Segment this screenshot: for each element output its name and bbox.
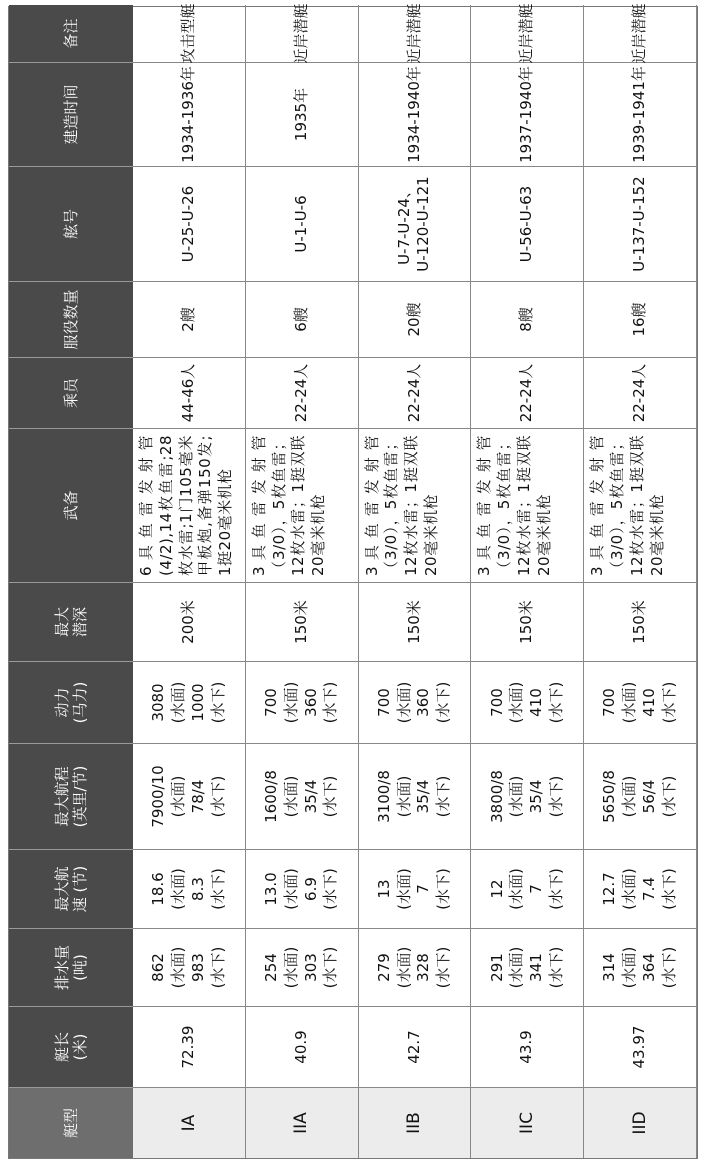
header-crew [9, 357, 133, 428]
range-value: 3800/8 [487, 770, 506, 823]
power-value: 700 [600, 688, 619, 717]
cell-armament [133, 428, 246, 582]
cell-length [359, 1006, 472, 1087]
cell-length [471, 1006, 584, 1087]
cell-remark [471, 5, 584, 62]
cell-crew [471, 357, 584, 428]
cell-displacement [133, 928, 246, 1006]
crew-value: 22-24人 [404, 363, 423, 423]
header-text: 排水量 [53, 945, 71, 991]
cell-range [471, 743, 584, 849]
cell-speed [471, 849, 584, 928]
power-value: (水面) [394, 681, 413, 724]
power-value: (水下) [547, 681, 566, 724]
cell-type [471, 1087, 584, 1158]
cell-count [471, 281, 584, 357]
power-value: (水下) [659, 681, 678, 724]
speed-value: (水下) [547, 868, 566, 910]
cell-range [584, 743, 697, 849]
cell-displacement [584, 928, 697, 1006]
header-text: 建造时间 [62, 84, 80, 145]
cell-count [359, 281, 472, 357]
cell-power [359, 661, 472, 743]
count-value: 2艘 [179, 307, 197, 332]
crew-value: 22-24人 [517, 363, 536, 423]
cell-type [246, 1087, 359, 1158]
type-value: IID [629, 1111, 650, 1135]
header-text: (吨) [71, 954, 89, 981]
range-value: (水下) [321, 775, 340, 818]
displacement-value: (水面) [620, 946, 639, 989]
cell-range [246, 743, 359, 849]
header-speed [9, 849, 133, 928]
displacement-value: 303 [301, 953, 320, 982]
header-text: 最大 [53, 607, 71, 638]
header-text: 武备 [62, 490, 80, 521]
range-value: 78/4 [188, 779, 207, 814]
cell-power [584, 661, 697, 743]
range-value: (水下) [659, 775, 678, 818]
range-value: (水面) [507, 775, 526, 818]
range-value: 7900/10 [149, 765, 168, 828]
speed-value: 12.7 [600, 872, 619, 906]
submarine-spec-table [8, 3, 698, 1159]
header-text: 乘员 [62, 378, 80, 409]
armament-text: 3 具 鱼 雷 发 射 管 （3/0），5枚鱼雷；12枚水雷；1挺双联20毫米机枪 [362, 435, 440, 576]
hull-value: U-137-U-152 [630, 176, 649, 272]
speed-value: 13.0 [262, 872, 281, 906]
power-value: (水面) [620, 681, 639, 724]
cell-remark [584, 5, 697, 62]
range-value: 1600/8 [262, 770, 281, 823]
header-displacement [9, 928, 133, 1006]
cell-built [133, 62, 246, 166]
header-text: 最大航程 [53, 766, 71, 827]
header-row [9, 7, 133, 1158]
range-value: (水面) [394, 775, 413, 818]
cell-depth [246, 582, 359, 661]
header-text: (英里/节) [71, 765, 89, 828]
range-value: (水下) [547, 775, 566, 818]
range-value: 35/4 [301, 779, 320, 814]
header-text: 艇型 [62, 1108, 80, 1139]
range-value: 35/4 [527, 779, 546, 814]
cell-count [246, 281, 359, 357]
length-value: 40.9 [291, 1030, 310, 1064]
range-value: (水下) [434, 775, 453, 818]
cell-speed [133, 849, 246, 928]
speed-value: (水面) [507, 868, 526, 910]
remark-value: 近岸潜艇 [517, 3, 536, 64]
speed-value: (水下) [208, 868, 227, 910]
cell-built [471, 62, 584, 166]
displacement-value: 364 [640, 953, 659, 982]
power-value: (水下) [321, 681, 340, 724]
length-value: 43.97 [630, 1025, 649, 1069]
built-value: 1937-1940年 [517, 66, 536, 163]
crew-value: 44-46人 [179, 363, 197, 423]
displacement-value: 983 [188, 953, 207, 982]
cell-type [133, 1087, 246, 1158]
built-value: 1934-1936年 [179, 66, 197, 163]
range-value: 56/4 [640, 779, 659, 814]
cell-crew [359, 357, 472, 428]
header-built [9, 62, 133, 166]
displacement-value: (水面) [169, 946, 188, 989]
hull-value: U-120-U-121 [414, 176, 433, 272]
power-value: 1000 [188, 683, 207, 722]
cell-range [359, 743, 472, 849]
cell-length [133, 1006, 246, 1087]
cell-type [584, 1087, 697, 1158]
header-text: 速 (节) [71, 865, 89, 913]
range-value: 35/4 [414, 779, 433, 814]
cell-hull [471, 166, 584, 281]
cell-speed [584, 849, 697, 928]
range-value: 3100/8 [374, 770, 393, 823]
cell-armament [359, 428, 472, 582]
header-text: 备注 [62, 18, 80, 49]
speed-value: 7 [527, 884, 546, 894]
speed-value: (水面) [394, 868, 413, 910]
cell-built [584, 62, 697, 166]
power-value: 700 [262, 688, 281, 717]
cell-built [359, 62, 472, 166]
displacement-value: 341 [527, 953, 546, 982]
cell-type [359, 1087, 472, 1158]
header-text: 最大航 [53, 866, 71, 912]
cell-power [471, 661, 584, 743]
speed-value: (水面) [281, 868, 300, 910]
cell-depth [584, 582, 697, 661]
header-armament [9, 428, 133, 582]
displacement-value: (水下) [434, 946, 453, 989]
armament-text: 3 具 鱼 雷 发 射 管 （3/0），5枚鱼雷；12枚水雷；1挺双联20毫米机枪 [588, 435, 666, 576]
cell-crew [246, 357, 359, 428]
displacement-value: (水面) [394, 946, 413, 989]
range-value: (水面) [620, 775, 639, 818]
cell-speed [359, 849, 472, 928]
type-value: IIC [517, 1112, 538, 1134]
power-value: 700 [374, 688, 393, 717]
cell-power [246, 661, 359, 743]
power-value: 410 [640, 688, 659, 717]
power-value: (水面) [507, 681, 526, 724]
header-text: (米) [71, 1033, 89, 1061]
table-row [133, 3, 246, 1158]
header-depth [9, 582, 133, 661]
header-text: (马力) [71, 681, 89, 724]
power-value: 700 [487, 688, 506, 717]
depth-value: 150米 [291, 600, 310, 644]
displacement-value: 328 [414, 953, 433, 982]
remark-value: 近岸潜艇 [404, 3, 423, 64]
count-value: 6艘 [291, 307, 310, 332]
cell-hull [359, 166, 472, 281]
speed-value: 12 [487, 879, 506, 899]
cell-armament [246, 428, 359, 582]
cell-depth [471, 582, 584, 661]
power-value: (水下) [208, 681, 227, 724]
cell-crew [133, 357, 246, 428]
header-type [9, 1087, 133, 1158]
displacement-value: (水面) [281, 946, 300, 989]
header-range [9, 743, 133, 849]
armament-text: 6 具 鱼 雷 发 射 管 (4/2),14枚鱼雷;28枚水雷;1门105毫米甲板炮,备弹150发;1挺20毫米机枪 [137, 435, 235, 576]
speed-value: (水面) [620, 868, 639, 910]
cell-armament [584, 428, 697, 582]
depth-value: 200米 [179, 600, 197, 644]
cell-length [246, 1006, 359, 1087]
count-value: 16艘 [630, 302, 649, 337]
cell-count [133, 281, 246, 357]
header-text: 服役数量 [62, 289, 80, 350]
header-count [9, 281, 133, 357]
speed-value: 8.3 [188, 877, 207, 901]
displacement-value: (水下) [321, 946, 340, 989]
table-row [584, 3, 697, 1158]
speed-value: 6.9 [301, 877, 320, 901]
range-value: 5650/8 [600, 770, 619, 823]
length-value: 43.9 [517, 1030, 536, 1064]
hull-value: U-7-U-24、 [394, 183, 413, 265]
cell-displacement [359, 928, 472, 1006]
speed-value: 7.4 [640, 877, 659, 901]
power-value: (水下) [434, 681, 453, 724]
speed-value: (水下) [659, 868, 678, 910]
header-text: 动力 [53, 687, 71, 718]
cell-count [584, 281, 697, 357]
displacement-value: 254 [262, 953, 281, 982]
cell-displacement [471, 928, 584, 1006]
speed-value: 7 [414, 884, 433, 894]
power-value: 360 [414, 688, 433, 717]
cell-crew [584, 357, 697, 428]
cell-hull [246, 166, 359, 281]
type-value: IIA [291, 1112, 312, 1134]
header-hull [9, 166, 133, 281]
power-value: 360 [301, 688, 320, 717]
power-value: 3080 [149, 683, 168, 722]
cell-built [246, 62, 359, 166]
remark-value: 攻击型艇 [179, 3, 197, 64]
built-value: 1939-1941年 [630, 66, 649, 163]
length-value: 72.39 [179, 1025, 197, 1069]
range-value: (水面) [281, 775, 300, 818]
cell-depth [133, 582, 246, 661]
displacement-value: 862 [149, 953, 168, 982]
speed-value: (水面) [169, 868, 188, 910]
cell-hull [133, 166, 246, 281]
speed-value: (水下) [434, 868, 453, 910]
cell-remark [359, 5, 472, 62]
hull-value: U-56-U-63 [517, 185, 536, 263]
range-value: (水下) [208, 775, 227, 818]
crew-value: 22-24人 [291, 363, 310, 423]
displacement-value: (水下) [208, 946, 227, 989]
cell-length [584, 1006, 697, 1087]
cell-armament [471, 428, 584, 582]
depth-value: 150米 [404, 600, 423, 644]
displacement-value: 279 [374, 953, 393, 982]
armament-text: 3 具 鱼 雷 发 射 管 （3/0），5枚鱼雷；12枚水雷；1挺双联20毫米机枪 [475, 435, 553, 576]
displacement-value: (水面) [507, 946, 526, 989]
cell-power [133, 661, 246, 743]
depth-value: 150米 [517, 600, 536, 644]
remark-value: 近岸潜艇 [630, 3, 649, 64]
count-value: 8艘 [517, 307, 536, 332]
cell-remark [246, 5, 359, 62]
hull-value: U-25-U-26 [179, 185, 197, 263]
displacement-value: 314 [600, 953, 619, 982]
remark-value: 近岸潜艇 [291, 3, 310, 64]
speed-value: (水下) [321, 868, 340, 910]
length-value: 42.7 [404, 1030, 423, 1064]
built-value: 1935年 [291, 87, 310, 142]
cell-displacement [246, 928, 359, 1006]
depth-value: 150米 [630, 600, 649, 644]
speed-value: 13 [374, 879, 393, 899]
cell-speed [246, 849, 359, 928]
armament-text: 3 具 鱼 雷 发 射 管 （3/0），5枚鱼雷；12枚水雷；1挺双联20毫米机枪 [249, 435, 328, 576]
table-row [471, 3, 584, 1158]
displacement-value: (水下) [547, 946, 566, 989]
speed-value: 18.6 [149, 872, 168, 906]
power-value: (水面) [169, 681, 188, 724]
header-remark [9, 5, 133, 62]
built-value: 1934-1940年 [404, 66, 423, 163]
power-value: (水面) [281, 681, 300, 724]
cell-range [133, 743, 246, 849]
type-value: IA [178, 1114, 199, 1132]
cell-hull [584, 166, 697, 281]
header-text: 潜深 [71, 607, 89, 638]
power-value: 410 [527, 688, 546, 717]
table-row [359, 3, 472, 1158]
header-length [9, 1006, 133, 1087]
cell-remark [133, 5, 246, 62]
hull-value: U-1-U-6 [291, 195, 310, 253]
displacement-value: (水下) [659, 946, 678, 989]
cell-depth [359, 582, 472, 661]
header-text: 舷号 [62, 209, 80, 240]
displacement-value: 291 [487, 953, 506, 982]
count-value: 20艘 [404, 302, 423, 337]
crew-value: 22-24人 [630, 363, 649, 423]
header-power [9, 661, 133, 743]
header-text: 艇长 [53, 1032, 71, 1063]
type-value: IIB [404, 1112, 425, 1134]
table-row [246, 3, 359, 1158]
range-value: (水面) [169, 775, 188, 818]
